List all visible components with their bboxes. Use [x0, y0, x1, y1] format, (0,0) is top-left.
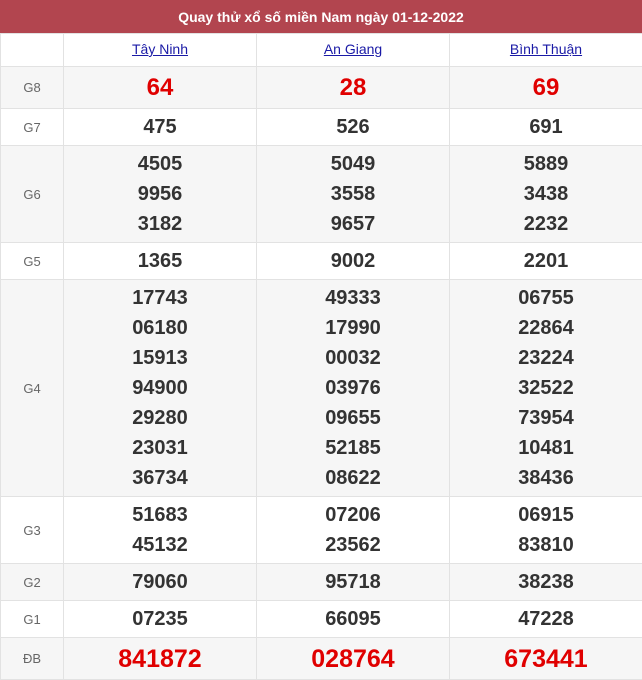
prize-number: 9002 — [330, 250, 376, 272]
prize-number: 028764 — [311, 644, 395, 673]
prize-cell — [64, 67, 257, 109]
prize-label: G8 — [1, 67, 64, 109]
prize-number: 09655 — [325, 407, 381, 429]
prize-number: 2201 — [523, 250, 569, 272]
corner-cell — [1, 34, 64, 67]
prize-number: 94900 — [132, 377, 188, 399]
prize-number: 9956 — [137, 183, 183, 205]
prize-number: 38238 — [518, 571, 574, 593]
prize-cell — [450, 109, 642, 146]
prize-number: 07235 — [132, 608, 188, 630]
province-cell — [257, 34, 450, 67]
prize-number: 52185 — [325, 437, 381, 459]
prize-row — [1, 280, 642, 497]
prize-number: 691 — [529, 116, 563, 138]
prize-cell — [257, 109, 450, 146]
prize-row — [1, 146, 642, 243]
prize-number: 73954 — [518, 407, 574, 429]
prize-cell — [257, 146, 450, 243]
prize-cell — [257, 601, 450, 638]
prize-number: 51683 — [132, 504, 188, 526]
prize-cell — [64, 497, 257, 564]
prize-number: 841872 — [118, 644, 202, 673]
prize-cell — [64, 564, 257, 601]
prize-number: 3558 — [330, 183, 376, 205]
prize-cell — [450, 638, 642, 680]
prize-number: 06180 — [132, 317, 188, 339]
prize-number: 36734 — [132, 467, 188, 489]
prize-row — [1, 601, 642, 638]
province-cell — [64, 34, 257, 67]
prize-cell — [64, 243, 257, 280]
province-link-tay-ninh[interactable]: Tây Ninh — [131, 41, 189, 57]
prize-number: 95718 — [325, 571, 381, 593]
prize-number: 2232 — [523, 213, 569, 235]
prize-cell — [257, 243, 450, 280]
prize-cell — [450, 280, 642, 497]
prize-cell — [257, 497, 450, 564]
prize-number: 38436 — [518, 467, 574, 489]
prize-row — [1, 497, 642, 564]
prize-number: 03976 — [325, 377, 381, 399]
prize-number: 49333 — [325, 287, 381, 309]
prize-number: 83810 — [518, 534, 574, 556]
prize-label: G1 — [1, 601, 64, 638]
prize-label: G6 — [1, 146, 64, 243]
prize-cell — [450, 564, 642, 601]
prize-number: 23562 — [325, 534, 381, 556]
prize-number: 66095 — [325, 608, 381, 630]
prize-label: G5 — [1, 243, 64, 280]
prize-number: 15913 — [132, 347, 188, 369]
province-cell — [450, 34, 642, 67]
prize-number: 5049 — [330, 153, 376, 175]
prize-label: G4 — [1, 280, 64, 497]
prize-row — [1, 564, 642, 601]
prize-number: 3182 — [137, 213, 183, 235]
prize-cell — [257, 67, 450, 109]
province-link-an-giang[interactable]: An Giang — [323, 41, 383, 57]
prize-number: 29280 — [132, 407, 188, 429]
prize-number: 69 — [532, 73, 560, 101]
prize-number: 23224 — [518, 347, 574, 369]
prize-label: G2 — [1, 564, 64, 601]
prize-cell — [450, 497, 642, 564]
prize-number: 23031 — [132, 437, 188, 459]
prize-number: 9657 — [330, 213, 376, 235]
prize-cell — [64, 109, 257, 146]
prize-number: 22864 — [518, 317, 574, 339]
prize-number: 4505 — [137, 153, 183, 175]
prize-number: 07206 — [325, 504, 381, 526]
prize-number: 475 — [143, 116, 177, 138]
prize-cell — [450, 601, 642, 638]
prize-number: 45132 — [132, 534, 188, 556]
results-table — [0, 33, 642, 680]
province-header-row — [1, 34, 642, 67]
prize-number: 526 — [336, 116, 370, 138]
prize-row — [1, 67, 642, 109]
prize-number: 32522 — [518, 377, 574, 399]
prize-cell — [64, 601, 257, 638]
prize-number: 3438 — [523, 183, 569, 205]
prize-label: ĐB — [1, 638, 64, 680]
prize-label: G3 — [1, 497, 64, 564]
prize-number: 64 — [146, 73, 174, 101]
prize-cell — [64, 638, 257, 680]
prize-row — [1, 243, 642, 280]
prize-cell — [64, 146, 257, 243]
prize-number: 17990 — [325, 317, 381, 339]
prize-cell — [257, 280, 450, 497]
prize-number: 06915 — [518, 504, 574, 526]
prize-number: 5889 — [523, 153, 569, 175]
prize-number: 47228 — [518, 608, 574, 630]
prize-cell — [257, 564, 450, 601]
prize-cell — [450, 67, 642, 109]
prize-cell — [450, 243, 642, 280]
prize-number: 10481 — [518, 437, 574, 459]
prize-cell — [450, 146, 642, 243]
prize-label: G7 — [1, 109, 64, 146]
prize-number: 28 — [339, 73, 367, 101]
prize-row — [1, 109, 642, 146]
prize-number: 1365 — [137, 250, 183, 272]
prize-number: 00032 — [325, 347, 381, 369]
prize-row — [1, 638, 642, 680]
prize-cell — [64, 280, 257, 497]
prize-number: 08622 — [325, 467, 381, 489]
page-title-text: Quay thử xổ số miền Nam ngày 01-12-2022 — [178, 8, 464, 25]
prize-number: 79060 — [132, 571, 188, 593]
prize-cell — [257, 638, 450, 680]
page-title — [0, 0, 642, 33]
prize-number: 06755 — [518, 287, 574, 309]
prize-number: 17743 — [132, 287, 188, 309]
prize-number: 673441 — [504, 644, 588, 673]
province-link-binh-thuan[interactable]: Bình Thuận — [509, 41, 583, 57]
